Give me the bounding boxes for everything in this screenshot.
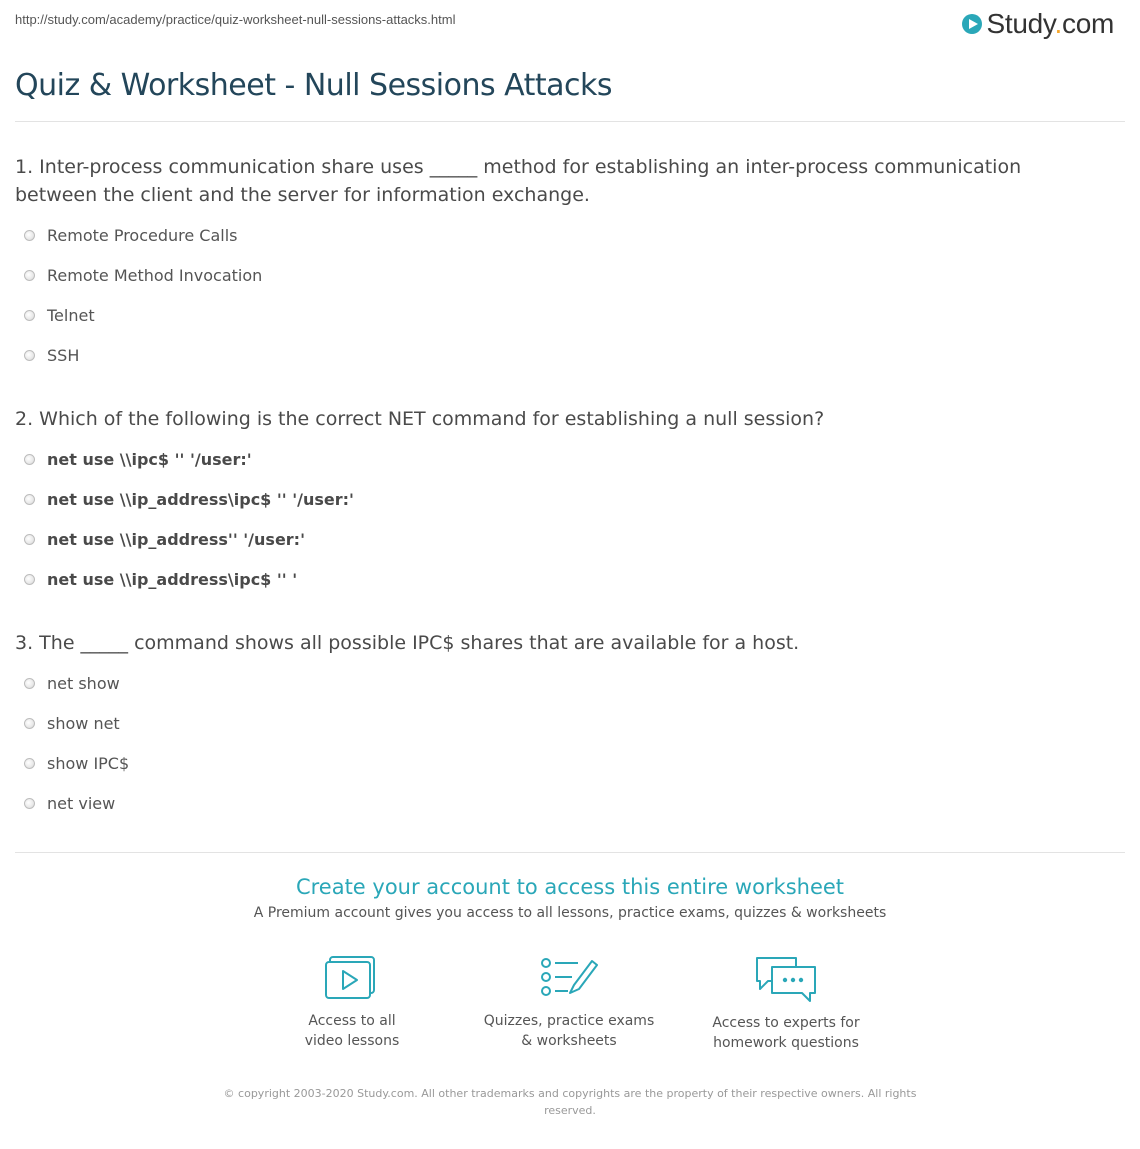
radio-button-icon[interactable] xyxy=(24,230,35,241)
video-lesson-icon xyxy=(325,955,379,1001)
logo-text: Study.com xyxy=(986,8,1114,39)
play-circle-icon xyxy=(962,14,982,34)
radio-button-icon[interactable] xyxy=(24,534,35,545)
radio-button-icon[interactable] xyxy=(24,758,35,769)
radio-button-icon[interactable] xyxy=(24,310,35,321)
question-2-option-2[interactable]: net use \\ip_address\ipc$ '' '/user:' xyxy=(24,490,354,509)
page-title: Quiz & Worksheet - Null Sessions Attacks xyxy=(15,68,613,103)
feature-experts xyxy=(676,955,896,1053)
feature-label: Access to experts for homework questions xyxy=(712,1015,860,1051)
radio-button-icon[interactable] xyxy=(24,798,35,809)
premium-description: A Premium account gives you access to all lessons, practice exams, quizzes & worksheets xyxy=(253,905,887,921)
question-1-option-1[interactable]: Remote Procedure Calls xyxy=(24,226,238,245)
question-3-option-4[interactable]: net view xyxy=(24,794,115,813)
divider xyxy=(15,852,1125,853)
radio-button-icon[interactable] xyxy=(24,678,35,689)
feature-quizzes xyxy=(459,955,679,1051)
question-3-option-2[interactable]: show net xyxy=(24,714,120,733)
question-1-option-4[interactable]: SSH xyxy=(24,346,79,365)
question-3-text: 3. The _____ command shows all possible IPC$ shares that are available for a host. xyxy=(15,632,800,654)
quiz-checklist-icon xyxy=(540,955,598,1001)
question-1-text: 1. Inter-process communication share uses _____ method for establishing an inter-process communication between the client and the server for information exchange. xyxy=(15,156,1022,206)
radio-button-icon[interactable] xyxy=(24,350,35,361)
radio-button-icon[interactable] xyxy=(24,574,35,585)
radio-button-icon[interactable] xyxy=(24,718,35,729)
question-1-option-3[interactable]: Telnet xyxy=(24,306,95,325)
feature-label: Access to all video lessons xyxy=(304,1013,400,1049)
chat-bubbles-icon xyxy=(754,955,818,1003)
copyright-notice: © copyright 2003-2020 Study.com. All other trademarks and copyrights are the property of their respective owners. All rights reserved. xyxy=(223,1087,917,1117)
feature-label: Quizzes, practice exams & worksheets xyxy=(483,1013,655,1049)
question-3-option-1[interactable]: net show xyxy=(24,674,120,693)
feature-video-lessons xyxy=(242,955,462,1051)
page-url: http://study.com/academy/practice/quiz-worksheet-null-sessions-attacks.html xyxy=(15,12,456,27)
radio-button-icon[interactable] xyxy=(24,494,35,505)
divider xyxy=(15,121,1125,122)
question-2-option-3[interactable]: net use \\ip_address'' '/user:' xyxy=(24,530,305,549)
radio-button-icon[interactable] xyxy=(24,270,35,281)
question-2-option-4[interactable]: net use \\ip_address\ipc$ '' ' xyxy=(24,570,297,589)
study-logo[interactable] xyxy=(962,8,1114,40)
question-3-option-3[interactable]: show IPC$ xyxy=(24,754,129,773)
question-1-option-2[interactable]: Remote Method Invocation xyxy=(24,266,262,285)
radio-button-icon[interactable] xyxy=(24,454,35,465)
question-2-text: 2. Which of the following is the correct NET command for establishing a null session? xyxy=(15,408,825,430)
create-account-link[interactable]: Create your account to access this entire worksheet xyxy=(295,875,845,899)
question-2-option-1[interactable]: net use \\ipc$ '' '/user:' xyxy=(24,450,252,469)
